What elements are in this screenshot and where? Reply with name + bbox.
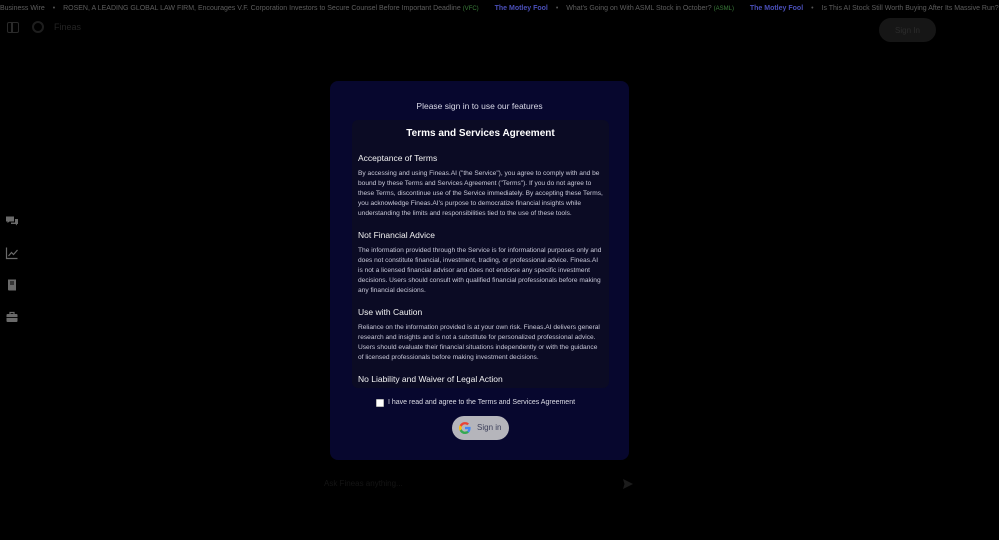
- header-sign-in-button[interactable]: Sign In: [879, 18, 936, 42]
- ticker-separator: •: [52, 5, 56, 12]
- ticker-source: The Motley Fool: [749, 5, 804, 12]
- ticker-item[interactable]: [750, 0, 999, 18]
- ticker-lead: Business Wire: [0, 5, 45, 12]
- send-icon[interactable]: [622, 478, 634, 490]
- chat-placeholder: Ask Fineas anything...: [324, 479, 403, 488]
- terms-section: [352, 230, 609, 296]
- terms-section-heading: Not Financial Advice: [358, 230, 436, 240]
- google-sign-in-button[interactable]: [452, 416, 509, 440]
- terms-section-body: By accessing and using Fineas.AI ("the Service"), you agree to comply with and be bound by these Terms and Services Agreement ("Terms"). If you do not agree to these Terms, discontinue use of the Service immediately. By accepting these Terms, you acknowledge Fineas.AI's purpose to democratize financial insights while understanding the limits and responsibilities tied to the use of these tools.: [358, 170, 603, 217]
- briefcase-icon[interactable]: [5, 310, 19, 324]
- google-sign-in-label: Sign in: [477, 423, 502, 432]
- ticker-headline: What's Going on With ASML Stock in October?: [566, 5, 712, 12]
- app-logo[interactable]: [32, 21, 44, 33]
- google-icon: [459, 422, 471, 434]
- ticker-headline: ROSEN, A LEADING GLOBAL LAW FIRM, Encourages V.F. Corporation Investors to Secure Counsel Before Important Deadline: [63, 5, 461, 12]
- ticker-item[interactable]: [0, 0, 479, 18]
- terms-section-body: Reliance on the information provided is at your own risk. Fineas.AI delivers general research and insights and is not a substitute for personalized professional advice. Users should evaluate their financial situations independently or with the guidance of licensed professionals before making investment decisions.: [358, 324, 600, 361]
- terms-title: Terms and Services Agreement: [406, 128, 555, 139]
- sign-in-prompt: Please sign in to use our features: [416, 101, 543, 111]
- terms-scroll-area[interactable]: [352, 120, 609, 388]
- app-name: Fineas: [54, 22, 82, 32]
- ticker-headline: Is This AI Stock Still Worth Buying After Its Massive Run?: [821, 5, 999, 12]
- chat-input-bar[interactable]: [318, 474, 640, 496]
- agree-terms-checkbox[interactable]: [376, 399, 384, 407]
- book-icon[interactable]: [5, 278, 19, 292]
- terms-section: [352, 307, 609, 363]
- ticker-source: The Motley Fool: [494, 5, 548, 12]
- terms-section-heading: Use with Caution: [358, 307, 423, 317]
- ticker-separator: •: [811, 5, 814, 12]
- top-bar: [0, 0, 999, 56]
- sidebar: [5, 214, 19, 342]
- terms-section-heading: No Liability and Waiver of Legal Action: [358, 374, 503, 384]
- terms-section-body: The information provided through the Service is for informational purposes only and does not constitute financial, investment, trading, or professional advice. Fineas.AI is not a licensed financial advisor and does not endorse any specific investment decisions. Users should consult with qualified financial professionals before making any financial decisions.: [358, 247, 602, 294]
- ticker-tag: (VFC): [462, 6, 479, 12]
- ticker-separator: •: [555, 5, 559, 12]
- chat-icon[interactable]: [5, 214, 19, 228]
- chart-line-icon[interactable]: [5, 246, 19, 260]
- sidebar-toggle-icon[interactable]: [7, 22, 19, 33]
- agree-terms-label[interactable]: I have read and agree to the Terms and Services Agreement: [388, 399, 576, 406]
- sign-in-modal: [330, 81, 629, 460]
- terms-section-heading: Acceptance of Terms: [358, 153, 438, 163]
- terms-section: [352, 153, 609, 219]
- ticker-tag: (ASML): [713, 6, 734, 12]
- ticker-item[interactable]: [495, 0, 734, 18]
- terms-section: [352, 374, 609, 384]
- news-ticker: [0, 0, 999, 18]
